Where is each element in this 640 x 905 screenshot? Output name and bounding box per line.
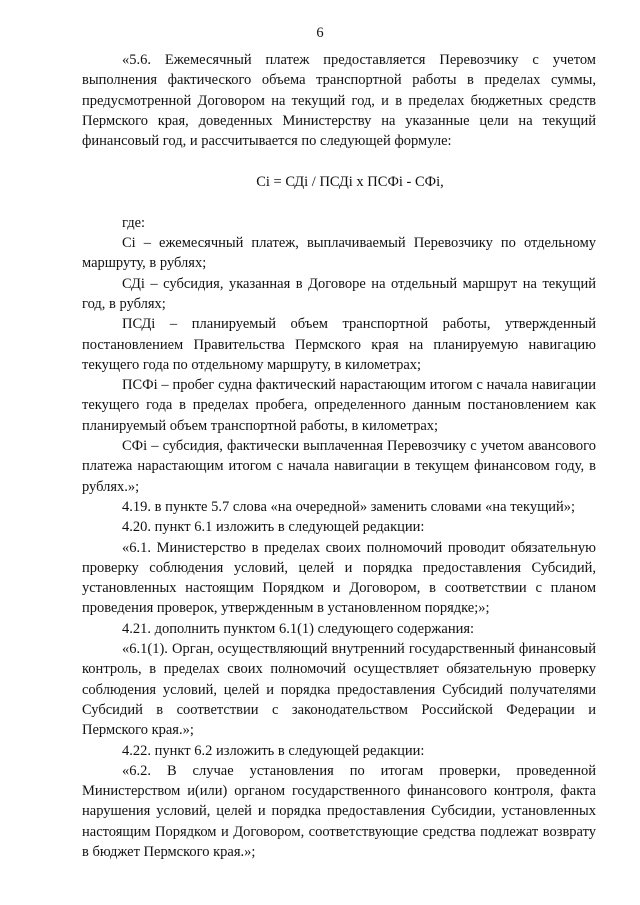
- formula: Ci = СДi / ПСДi x ПСФi - СФi,: [256, 174, 444, 191]
- amendment-4-22: 4.22. пункт 6.2 изложить в следующей редакции:: [122, 742, 425, 759]
- paragraph-6-1-1: «6.1(1). Орган, осуществляющий внутренний государственный финансовый контроль, в пределах своих полномочий осуществляет обязательную проверку соблюдения условий, целей и порядка предоставления Субсидий получателями Субсидий в соответствии с законодательством Российской Федерации и Пермского края.»;: [82, 641, 596, 739]
- amendment-4-21: 4.21. дополнить пунктом 6.1(1) следующего содержания:: [122, 620, 475, 637]
- definition-psdi: ПСДi – планируемый объем транспортной работы, утвержденный постановлением Правительства Пермского края на планируемую навигацию текущего года по отдельному маршруту, в километрах;: [82, 316, 596, 373]
- page-number: 6: [316, 25, 324, 41]
- amendment-4-19: 4.19. в пункте 5.7 слова «на очередной» заменить словами «на текущий»;: [122, 498, 576, 515]
- definition-ci: Ci – ежемесячный платеж, выплачиваемый Перевозчику по отдельному маршруту, в рублях;: [82, 235, 596, 272]
- document-body: [82, 50, 596, 862]
- definition-sdi: СДi – субсидия, указанная в Договоре на отдельный маршрут на текущий год, в рублях;: [82, 275, 596, 312]
- definition-psfi: ПСФi – пробег судна фактический нарастающим итогом с начала навигации текущего года в пределах пробега, определенного данным постановлением как планируемый объем транспортной работы, в километрах;: [82, 377, 596, 434]
- paragraph-5-6: «5.6. Ежемесячный платеж предоставляется Перевозчику с учетом выполнения фактического объема транспортной работы в пределах суммы, предусмотренной Договором на текущий год, и в пределах бюджетных средств Пермского края, доведенных Министерству на указанные цели на текущий финансовый год, и рассчитывается по следующей формуле:: [82, 52, 596, 150]
- paragraph-6-1: «6.1. Министерство в пределах своих полномочий проводит обязательную проверку соблюдения условий, целей и порядка предоставления Субсидий, установленных настоящим Порядком и Договором, в соответствии с планом проведения проверок, утвержденным в установленном порядке;»;: [82, 539, 596, 617]
- formula-where-label: где:: [122, 214, 146, 231]
- amendment-4-20: 4.20. пункт 6.1 изложить в следующей редакции:: [122, 519, 425, 536]
- definition-sfi: СФi – субсидия, фактически выплаченная Перевозчику с учетом авансового платежа нарастающим итогом с начала навигации в текущем финансовом году, в рублях.»;: [82, 438, 596, 495]
- paragraph-6-2: «6.2. В случае установления по итогам проверки, проведенной Министерством и(или) органом государственного финансового контроля, факта нарушения условий, целей и порядка предоставления Субсидии, установленных настоящим Порядком и Договором, соответствующие средства подлежат возврату в бюджет Пермского края.»;: [82, 762, 596, 860]
